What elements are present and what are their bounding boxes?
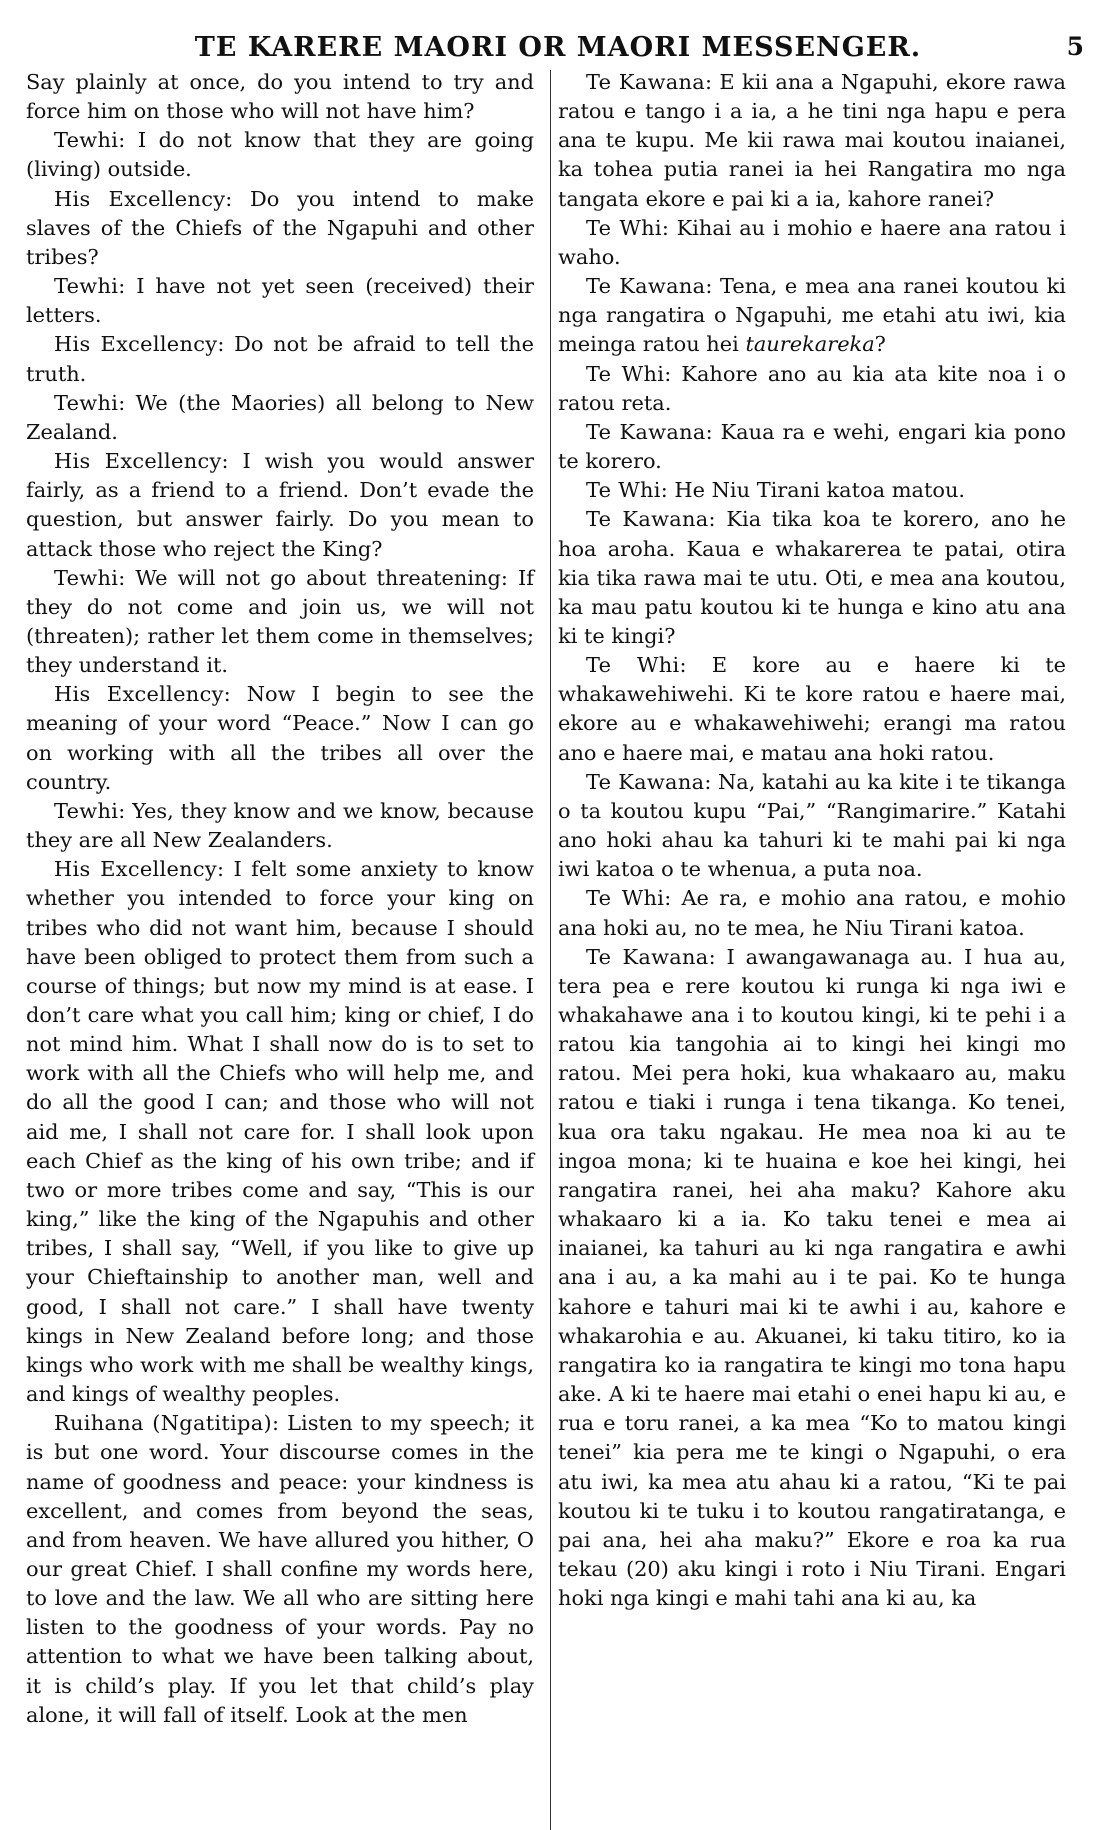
speaker-name: Tewhi [54, 128, 119, 153]
paragraph [26, 447, 534, 564]
paragraph-text: : Tena, e mea ana ranei koutou ki nga rangatira o Ngapuhi, me etahi atu iwi, kia meinga ratou hei [558, 274, 1066, 357]
paragraph [26, 185, 534, 272]
column-divider [550, 70, 551, 1830]
paragraph [558, 651, 1066, 768]
speaker-name: His Excellency [54, 186, 226, 211]
speaker-name: Te Kawana [586, 944, 709, 969]
paragraph [558, 214, 1066, 272]
paragraph-text: : Now I begin to see the meaning of your word “Peace.” Now I can go on working with all the tribes all over the country. [26, 682, 534, 794]
paragraph-text: : Do not be afraid to tell the truth. [26, 332, 534, 386]
speaker-name: His Excellency [54, 449, 222, 474]
speaker-name: Te Kawana [586, 507, 709, 532]
paragraph [558, 768, 1066, 885]
paragraph [26, 855, 534, 1409]
paragraph [26, 330, 534, 388]
paragraph-text: : Do you intend to make slaves of the Chiefs of the Ngapuhi and other tribes? [26, 186, 534, 269]
paragraph-text: : Yes, they know and we know, because they are all New Zealanders. [26, 798, 534, 853]
paragraph [26, 680, 534, 797]
italic-word: taurekareka [745, 332, 875, 357]
paragraph-text: Say plainly at once, do you intend to try and force him on those who will not have him? [26, 70, 534, 124]
paragraph-text: : I felt some anxiety to know whether you intended to force your king on tribes who did not want him, because I should have been obliged to protect them from such a course of things; but now my mind is at ease. I don’t care what you call him; king or chief, I do not mind him. What I shall now do is to set to work with all the Chiefs who will help me, and do all the good I can; and those who will not aid me, I shall not care for. I shall look upon each Chief as the king of his own tribe; and if two or more tribes come and say, “This is our king,” like the king of the Ngapuhis and other tribes, I shall say, “Well, if you like to give up your Chieftainship to another man, well and good, I shall not care.” I shall have twenty kings in New Zealand before long; and those kings who work with me shall be wealthy kings, and kings of wealthy peoples. [26, 857, 534, 1407]
paragraph-text: : E kore au e haere ki te whakawehiwehi. Ki te kore ratou e haere mai, ekore au e whakawehiwehi; erangi ma ratou ano e haere mai, e matau ana hoki ratou. [558, 653, 1066, 765]
speaker-name: Te Kawana [586, 769, 705, 794]
paragraph [558, 418, 1066, 476]
paragraph [26, 389, 534, 447]
paragraph-text: : I do not know that they are going (living) outside. [26, 128, 534, 182]
speaker-name: His Excellency [54, 332, 218, 357]
english-column [26, 68, 546, 1730]
speaker-name: Te Whi [586, 653, 680, 678]
paragraph [26, 272, 534, 330]
two-column-body [26, 68, 1090, 1730]
masthead-title: TE KARERE MAORI OR MAORI MESSENGER. [194, 32, 922, 63]
speaker-name: Te Whi [586, 361, 665, 386]
speaker-name: Tewhi [54, 274, 119, 299]
paragraph-text: : I wish you would answer fairly, as a friend to a friend. Don’t evade the question, but answer fairly. Do you mean to attack those who reject the King? [26, 449, 534, 561]
speaker-name: Te Kawana [586, 419, 706, 444]
paragraph [558, 68, 1066, 214]
speaker-name: Te Whi [586, 215, 662, 240]
speaker-name: Tewhi [54, 565, 119, 590]
paragraph [558, 476, 1066, 505]
paragraph-text: : Ae ra, e mohio ana ratou, e mohio ana hoki au, no te mea, he Niu Tirani katoa. [558, 886, 1066, 940]
paragraph [26, 564, 534, 681]
speaker-name: Te Whi [586, 478, 661, 503]
paragraph-text: : Kahore ano au kia ata kite noa i o ratou reta. [558, 361, 1066, 415]
paragraph [558, 272, 1066, 359]
paragraph [26, 126, 534, 184]
paragraph [558, 505, 1066, 651]
paragraph [26, 68, 534, 126]
paragraph-text: : Kihai au i mohio e haere ana ratou i waho. [558, 215, 1066, 269]
paragraph [558, 884, 1066, 942]
paragraph-text: : We (the Maories) all belong to New Zealand. [26, 390, 534, 444]
paragraph-text: : He Niu Tirani katoa matou. [660, 478, 966, 503]
paragraph [558, 360, 1066, 418]
speaker-name: His Excellency [54, 857, 218, 882]
paragraph-text: : Kia tika koa te korero, ano he hoa aroha. Kaua e whakarerea te patai, otira kia tika rawa mai te utu. Oti, e mea ana koutou, ka mau patu koutou ki te hunga e kino atu ana ki te kingi? [558, 507, 1066, 648]
paragraph-text: : We will not go about threatening: If they do not come and join us, we will not (threaten); rather let them come in themselves; they understand it. [26, 565, 534, 678]
paragraph-text: : E kii ana a Ngapuhi, ekore rawa ratou e tango i a ia, a he tini nga hapu e pera ana te kupu. Me kii rawa mai koutou inaianei, ka tohea putia ranei ia hei Rangatira mo nga tangata ekore e pai ki a ia, kahore ranei? [558, 70, 1066, 211]
paragraph-text: : Kaua ra e wehi, engari kia pono te korero. [558, 419, 1066, 474]
paragraph-tail: ? [874, 332, 886, 357]
paragraph [558, 943, 1066, 1614]
paragraph-text: : I awangawanaga au. I hua au, tera pea e rere koutou ki runga ki nga iwi e whakahawe ana i to koutou kingi, ki te pehi i a ratou kia tangohia ai to kingi hei kingi mo ratou. Mei pera hoki, kua whakaaro au, maku ratou e tiaki i runga i tena tikanga. Ko tenei, kua ora taku ngakau. He mea noa ki au te ingoa mona; ki te huaina e koe hei kingi, hei rangatira ranei, hei aha maku? Kahore aku whakaaro ki a ia. Ko taku tenei e mea ai inaianei, ka tahuri au ki nga rangatira e awhi ana i au, a ka mahi au i te pai. Ko te hunga kahore e tahuri mai ki te awhi i au, kahore e whakarohia e au. Akuanei, ki taku titiro, ko ia rangatira ko ia rangatira te kingi mo tona hapu ake. A ki te haere mai etahi o enei hapu ki au, e rua e toru ranei, a ka mea “Ko to matou kingi tenei” kia pera me te kingi o Ngapuhi, o era atu iwi, ka mea atu ahau ki a ratou, “Ki te pai koutou ki te tuku i to koutou rangatiratanga, e pai ana, hei aha maku?” Ekore e roa ka rua tekau (20) aku kingi i roto i Niu Tirani. Engari hoki nga kingi e mahi tahi ana ki au, ka [558, 944, 1066, 1611]
speaker-name: Tewhi [54, 798, 119, 823]
speaker-name: His Excellency [54, 682, 224, 707]
speaker-name: Te Whi [586, 886, 665, 911]
paragraph [26, 797, 534, 855]
paragraph-text: : Na, katahi au ka kite i te tikanga o ta koutou kupu “Pai,” “Rangimarire.” Katahi ano hoki ahau ka tahuri ki te mahi pai ki nga iwi katoa o te whenua, a puta noa. [558, 769, 1066, 882]
paragraph [26, 1409, 534, 1730]
speaker-name: Ruihana (Ngatitipa) [54, 1411, 272, 1436]
paragraph-text: : I have not yet seen (received) their letters. [26, 274, 534, 328]
speaker-name: Te Kawana [586, 274, 706, 299]
page-number: 5 [1066, 32, 1084, 61]
page-header [26, 26, 1090, 68]
speaker-name: Tewhi [54, 390, 119, 415]
maori-column [546, 68, 1066, 1730]
paragraph-text: : Listen to my speech; it is but one word. Your discourse comes in the name of goodness and peace: your kindness is excellent, and comes from beyond the seas, and from heaven. We have allured you hither, O our great Chief. I shall confine my words here, to love and the law. We all who are sitting here listen to the goodness of your words. Pay no attention to what we have been talking about, it is child’s play. If you let that child’s play alone, it will fall of itself. Look at the men [26, 1411, 534, 1727]
speaker-name: Te Kawana [586, 70, 706, 94]
